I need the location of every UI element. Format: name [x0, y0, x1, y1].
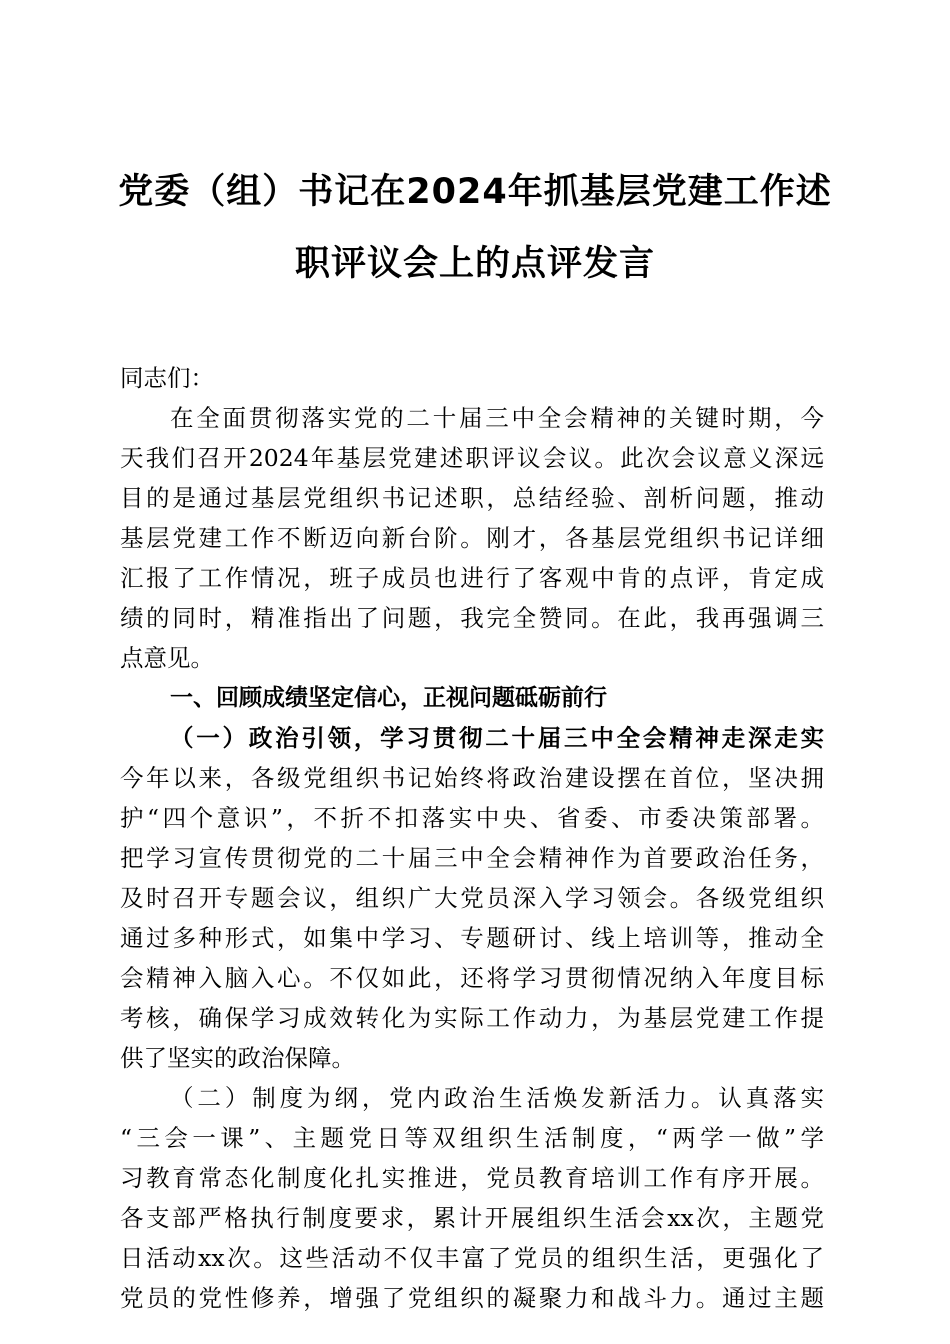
text-line: 通过多种形式，如集中学习、专题研讨、线上培训等，推动全 [120, 924, 824, 952]
text-line: 供了坚实的政治保障。 [120, 1044, 355, 1072]
text-line: 汇报了工作情况，班子成员也进行了客观中肯的点评，肯定成 [120, 564, 824, 592]
text-line: 考核，确保学习成效转化为实际工作动力，为基层党建工作提 [120, 1004, 824, 1032]
text-line: 及时召开专题会议，组织广大党员深入学习领会。各级党组织 [120, 884, 824, 912]
subsection-1-paragraph [120, 718, 824, 1078]
document-title-line-1: 党委（组）书记在2024年抓基层党建工作述 [118, 172, 832, 212]
text-line: 基层党建工作不断迈向新台阶。刚才，各基层党组织书记详细 [120, 524, 824, 552]
text-line: 习教育常态化制度化扎实推进，党员教育培训工作有序开展。 [120, 1164, 824, 1192]
text-line: （二）制度为纲，党内政治生活焕发新活力。认真落实 [170, 1084, 824, 1112]
text-line: 今年以来，各级党组织书记始终将政治建设摆在首位，坚决拥 [120, 764, 824, 792]
text-line: 各支部严格执行制度要求，累计开展组织生活会xx次，主题党 [120, 1204, 824, 1232]
text-line: 点意见。 [120, 644, 214, 672]
section-heading: 一、回顾成绩坚定信心，正视问题砥砺前行 [170, 685, 607, 711]
intro-paragraph [120, 398, 824, 678]
salutation: 同志们： [120, 364, 214, 392]
text-line: 绩的同时，精准指出了问题，我完全赞同。在此，我再强调三 [120, 604, 824, 632]
document-title-line-2: 职评议会上的点评发言 [294, 244, 655, 284]
text-line: 在全面贯彻落实党的二十届三中全会精神的关键时期，今 [170, 404, 824, 432]
text-line: 会精神入脑入心。不仅如此，还将学习贯彻情况纳入年度目标 [120, 964, 824, 992]
text-line: “三会一课”、主题党日等双组织生活制度，“两学一做”学 [120, 1124, 824, 1152]
text-line: 日活动xx次。这些活动不仅丰富了党员的组织生活，更强化了 [120, 1244, 824, 1272]
subsection-2-paragraph [120, 1078, 824, 1318]
subsection-heading: （一）政治引领，学习贯彻二十届三中全会精神走深走实 [170, 724, 824, 752]
text-line: 目的是通过基层党组织书记述职，总结经验、剖析问题，推动 [120, 484, 824, 512]
document-body [120, 358, 824, 1318]
text-line: 天我们召开2024年基层党建述职评议会议。此次会议意义深远 [120, 444, 824, 472]
text-line: 把学习宣传贯彻党的二十届三中全会精神作为首要政治任务， [120, 844, 824, 872]
text-line: 党员的党性修养，增强了党组织的凝聚力和战斗力。通过主题 [120, 1284, 824, 1312]
text-line: 护“四个意识”，不折不扣落实中央、省委、市委决策部署。 [120, 804, 824, 832]
